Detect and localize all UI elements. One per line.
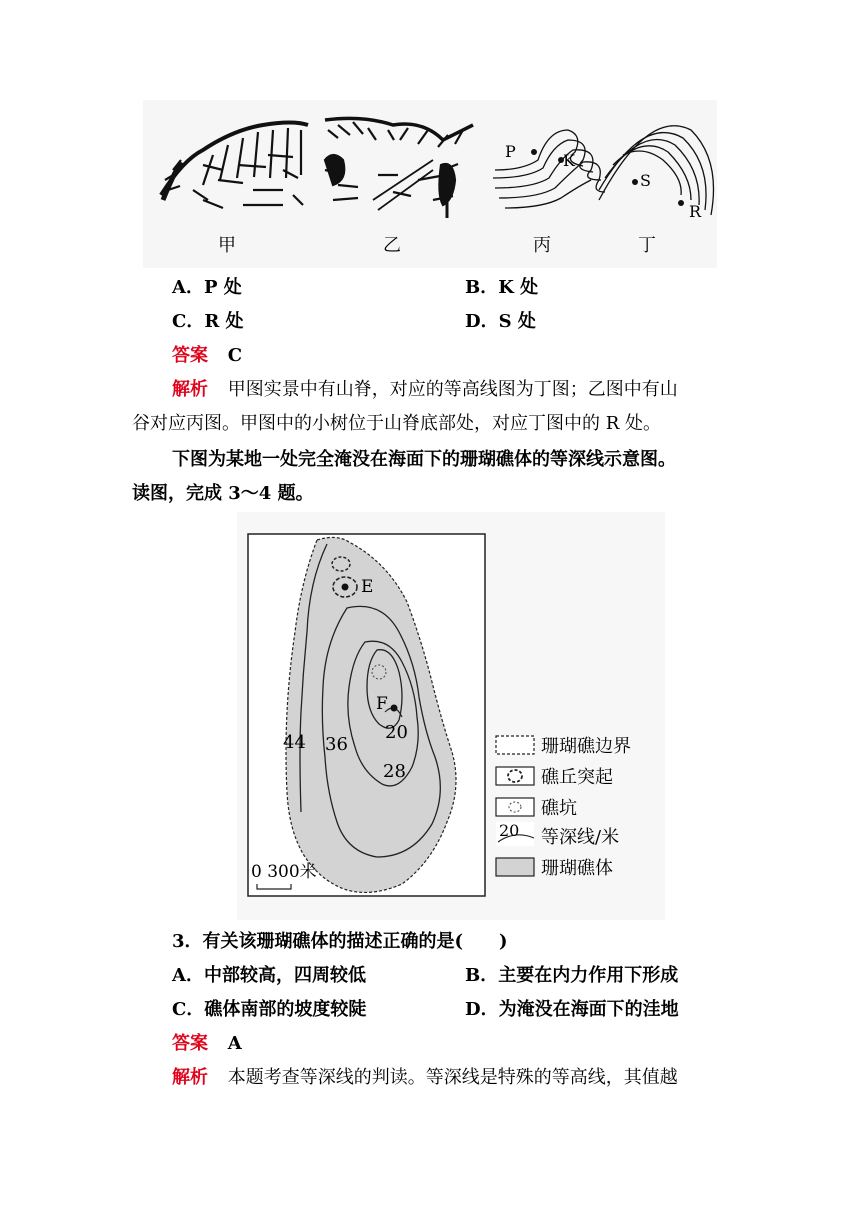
q2-answer-tag: 答案 bbox=[172, 345, 208, 366]
point-e-label: E bbox=[361, 577, 374, 597]
intro-line1: 下图为某地一处完全淹没在海面下的珊瑚礁体的等深线示意图。 bbox=[172, 449, 676, 470]
q2-option-a: A．P 处 bbox=[172, 277, 242, 298]
intro-line2: 读图，完成 3～4 题。 bbox=[132, 483, 314, 504]
q3-answer-value: A bbox=[227, 1033, 242, 1054]
point-f-marker bbox=[391, 705, 398, 712]
point-e-marker bbox=[342, 584, 349, 591]
contour-label-20: 20 bbox=[385, 722, 408, 743]
legend-pit-swatch bbox=[496, 798, 534, 816]
q2-analysis-line2: 谷对应丙图。甲图中的小树位于山脊底部处，对应丁图中的 R 处。 bbox=[132, 413, 661, 434]
point-s-label: S bbox=[640, 171, 651, 190]
terrain-figure bbox=[143, 100, 717, 268]
q2-analysis-text1: 甲图实景中有山脊，对应的等高线图为丁图；乙图中有山 bbox=[227, 379, 678, 400]
legend-reef-body-swatch bbox=[496, 858, 534, 876]
reef-map-figure bbox=[237, 512, 665, 920]
legend-pit-label: 礁坑 bbox=[541, 798, 577, 819]
q3-answer-tag: 答案 bbox=[172, 1033, 208, 1054]
panel-label-ding: 丁 bbox=[638, 235, 656, 256]
q2-analysis-line1 bbox=[172, 378, 678, 402]
point-f-label: F bbox=[376, 694, 388, 714]
q3-option-b: B．主要在内力作用下形成 bbox=[465, 965, 679, 986]
terrain-figure-svg bbox=[143, 100, 717, 268]
reef-map-svg bbox=[237, 512, 665, 920]
q3-analysis-tag: 解析 bbox=[172, 1067, 208, 1088]
point-r-label: R bbox=[689, 202, 702, 221]
q2-answer-row bbox=[172, 344, 242, 368]
legend-reef-boundary-label: 珊瑚礁边界 bbox=[541, 736, 631, 757]
point-k-label: K bbox=[563, 151, 575, 170]
q2-option-c: C．R 处 bbox=[172, 311, 244, 332]
legend-reef-boundary-swatch bbox=[496, 736, 534, 754]
panel-jia-sketch bbox=[161, 123, 308, 209]
panel-label-yi: 乙 bbox=[383, 235, 401, 256]
q3-analysis-line1 bbox=[172, 1066, 678, 1090]
legend-isobath-label: 等深线/米 bbox=[541, 827, 620, 848]
point-r-marker bbox=[678, 200, 684, 206]
q2-option-b: B．K 处 bbox=[465, 277, 539, 298]
panel-yi-sketch bbox=[325, 118, 473, 218]
point-s-marker bbox=[632, 179, 638, 185]
point-p-label: P bbox=[505, 142, 516, 161]
q3-option-c: C．礁体南部的坡度较陡 bbox=[172, 999, 367, 1020]
contour-label-36: 36 bbox=[325, 734, 348, 755]
q3-option-a: A．中部较高，四周较低 bbox=[172, 965, 366, 986]
scale-label: 0 300米 bbox=[251, 862, 317, 882]
panel-label-bing: 丙 bbox=[533, 235, 551, 256]
point-p-marker bbox=[531, 149, 537, 155]
q2-analysis-tag: 解析 bbox=[172, 379, 208, 400]
q3-stem: 3．有关该珊瑚礁体的描述正确的是( ) bbox=[172, 931, 508, 952]
map-legend bbox=[496, 736, 631, 879]
q3-analysis-text1: 本题考查等深线的判读。等深线是特殊的等高线，其值越 bbox=[227, 1067, 678, 1088]
legend-isobath-sample: 20 bbox=[499, 821, 520, 840]
q3-option-d: D．为淹没在海面下的洼地 bbox=[465, 999, 679, 1020]
q3-answer-row bbox=[172, 1032, 242, 1056]
legend-reef-body-label: 珊瑚礁体 bbox=[541, 858, 613, 879]
legend-mound-label: 礁丘突起 bbox=[541, 767, 613, 788]
q2-option-d: D．S 处 bbox=[465, 311, 536, 332]
q2-answer-value: C bbox=[227, 345, 243, 366]
panel-label-jia: 甲 bbox=[218, 235, 236, 256]
contour-label-28: 28 bbox=[383, 761, 406, 782]
contour-label-44: 44 bbox=[283, 732, 306, 753]
